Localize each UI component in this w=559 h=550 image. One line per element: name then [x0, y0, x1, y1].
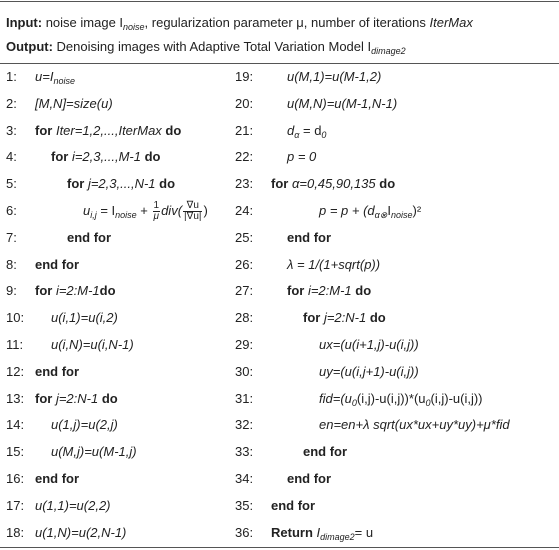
line-code — [51, 332, 134, 358]
code-text: ) — [203, 203, 208, 218]
subscript: i,j — [90, 210, 97, 220]
keyword: end for — [35, 471, 80, 486]
keyword: end for — [271, 497, 316, 513]
code-text: i=2:M-1 — [307, 283, 356, 299]
keyword: do — [144, 149, 161, 165]
line-code — [83, 198, 208, 228]
keyword: do — [159, 176, 176, 192]
keyword: end for — [67, 229, 112, 245]
subscript: noise — [53, 76, 75, 86]
subscript: α⊗ — [374, 210, 388, 220]
code-text: I — [387, 203, 391, 218]
code-text: )² — [412, 203, 422, 218]
line-code — [51, 412, 118, 438]
line-code — [319, 198, 421, 228]
code-text: u(1,j)=u(2,j) — [51, 417, 118, 433]
line-code — [319, 359, 419, 385]
fraction-numerator: 1 — [153, 200, 160, 212]
code-text: p = 0 — [287, 149, 317, 165]
line-code — [67, 225, 111, 251]
fraction-numerator: ∇u — [183, 201, 202, 212]
line-number: 17: — [6, 497, 25, 513]
line-number: 36: — [235, 524, 254, 540]
code-text: (i,j)-u(i,j)) — [430, 390, 483, 406]
line-code — [287, 225, 331, 251]
line-number: 32: — [235, 417, 254, 433]
line-number: 35: — [235, 497, 254, 513]
line-number: 20: — [235, 95, 254, 111]
line-number: 24: — [235, 203, 254, 218]
subscript: 0 — [321, 129, 327, 140]
keyword: do — [165, 122, 182, 138]
code-text: + — [136, 203, 152, 218]
line-number: 16: — [6, 471, 25, 486]
line-number: 31: — [235, 390, 254, 406]
line-number: 3: — [6, 122, 17, 138]
code-text: ux=(u(i+1,j)-u(i,j)) — [319, 337, 419, 352]
output-line — [6, 40, 406, 58]
keyword: for — [287, 283, 308, 299]
line-code — [287, 252, 380, 278]
keyword: do — [355, 283, 372, 299]
line-code — [271, 520, 373, 550]
line-number: 12: — [6, 363, 25, 379]
keyword: do — [369, 310, 386, 326]
code-text: p = p + (d — [319, 203, 375, 218]
line-code — [287, 91, 397, 117]
line-code — [319, 386, 483, 416]
line-number: 21: — [235, 122, 254, 138]
line-number: 6: — [6, 203, 17, 218]
subscript: α — [294, 129, 300, 140]
line-number: 1: — [6, 69, 17, 84]
line-code — [319, 412, 510, 438]
input-itermax: IterMax — [429, 15, 473, 30]
line-number: 14: — [6, 417, 25, 433]
code-text: = I — [96, 203, 116, 218]
code-text: (i,j)-u(i,j))*(u — [356, 390, 426, 406]
subscript: dimage2 — [320, 531, 355, 542]
line-code — [35, 493, 111, 519]
input-rest: , regularization parameter μ, number of iterations — [144, 15, 430, 30]
line-code — [35, 64, 75, 94]
code-text: u(i,N)=u(i,N-1) — [51, 337, 134, 352]
line-number: 11: — [6, 337, 24, 352]
code-text: u(M,j)=u(M-1,j) — [51, 444, 137, 460]
code-text: u — [83, 203, 91, 218]
input-line — [6, 16, 473, 34]
code-text: j=2:N-1 — [323, 310, 370, 326]
top-rule — [0, 1, 559, 2]
line-number: 26: — [235, 256, 254, 272]
line-code — [35, 466, 79, 492]
line-code — [35, 520, 126, 546]
output-label: Output: — [6, 39, 53, 54]
code-text: = u — [354, 524, 374, 540]
code-text: α=0,45,90,135 — [291, 176, 380, 192]
keyword: end for — [287, 471, 332, 486]
code-text: u(i,1)=u(i,2) — [51, 310, 118, 326]
code-text: Iter=1,2,...,IterMax — [55, 122, 166, 138]
keyword: for — [67, 176, 88, 192]
code-text: div( — [161, 203, 183, 218]
code-text: j=2,3,...,N-1 — [87, 176, 160, 192]
input-sub: noise — [123, 22, 145, 32]
keyword: end for — [35, 363, 80, 379]
line-code — [303, 305, 386, 331]
line-code — [35, 278, 116, 304]
mid-rule — [0, 63, 559, 64]
line-code — [51, 439, 137, 465]
input-label: Input: — [6, 15, 43, 30]
subscript: noise — [115, 210, 137, 220]
line-number: 33: — [235, 444, 254, 460]
keyword: do — [379, 176, 396, 192]
line-number: 22: — [235, 149, 254, 165]
line-code — [287, 278, 371, 304]
keyword: end for — [287, 229, 332, 245]
keyword: do — [99, 283, 116, 299]
keyword: for — [51, 149, 72, 165]
code-text: u=I — [35, 69, 54, 84]
code-text: u(1,1)=u(2,2) — [35, 497, 111, 513]
code-text: i=2:M-1 — [55, 283, 100, 299]
subscript: noise — [390, 210, 413, 220]
line-number: 34: — [235, 471, 254, 486]
keyword: do — [101, 390, 118, 406]
code-text: [M,N]=size(u) — [35, 95, 113, 111]
code-text: u(1,N)=u(2,N-1) — [35, 524, 127, 540]
line-code — [51, 144, 160, 170]
fraction-denominator: |∇u| — [184, 211, 202, 223]
keyword: for — [35, 390, 56, 406]
code-text: I — [316, 524, 321, 540]
line-code — [271, 493, 315, 519]
output-text: Denoising images with Adaptive Total Variation Model I — [52, 39, 372, 54]
line-number: 5: — [6, 176, 17, 192]
line-code — [287, 64, 381, 90]
keyword: Return — [271, 524, 317, 540]
line-number: 13: — [6, 390, 25, 406]
line-number: 7: — [6, 229, 17, 245]
line-code — [35, 359, 79, 385]
line-code — [319, 332, 419, 358]
line-code — [287, 144, 316, 170]
keyword: for — [35, 122, 56, 138]
output-sub: dimage2 — [371, 46, 406, 56]
line-number: 8: — [6, 256, 17, 272]
line-code — [67, 171, 175, 197]
code-text: j=2:N-1 — [55, 390, 102, 406]
line-number: 15: — [6, 444, 25, 460]
line-code — [35, 118, 181, 144]
code-text: = d — [299, 122, 322, 138]
line-number: 18: — [6, 524, 25, 540]
fraction — [183, 201, 202, 222]
code-text: fid=(u — [319, 390, 352, 406]
input-text: noise image I — [42, 15, 124, 30]
line-number: 30: — [235, 363, 254, 379]
keyword: for — [35, 283, 56, 299]
subscript: 0 — [351, 397, 357, 408]
fraction — [153, 201, 161, 222]
line-code — [35, 91, 113, 117]
line-number: 4: — [6, 149, 17, 165]
line-number: 28: — [235, 310, 254, 326]
line-code — [35, 252, 79, 278]
code-text: uy=(u(i,j+1)-u(i,j)) — [319, 363, 419, 379]
line-code — [303, 439, 347, 465]
line-number: 27: — [235, 283, 254, 299]
code-text: i=2,3,...,M-1 — [71, 149, 145, 165]
keyword: for — [271, 176, 292, 192]
line-code — [271, 171, 395, 197]
code-text: d — [287, 122, 295, 138]
keyword: end for — [303, 444, 348, 460]
line-number: 2: — [6, 95, 17, 111]
line-number: 9: — [6, 283, 17, 299]
code-text: u(M,N)=u(M-1,N-1) — [287, 95, 398, 111]
code-text: en=en+λ sqrt(ux*ux+uy*uy)+μ*fid — [319, 417, 510, 433]
line-code — [51, 305, 118, 331]
keyword: end for — [35, 256, 80, 272]
code-text: λ = 1/(1+sqrt(p)) — [287, 256, 381, 272]
bottom-rule — [0, 547, 559, 548]
line-number: 10: — [6, 310, 25, 326]
line-code — [287, 118, 326, 148]
code-text: u(M,1)=u(M-1,2) — [287, 69, 382, 84]
line-number: 25: — [235, 229, 254, 245]
line-code — [287, 466, 331, 492]
line-number: 19: — [235, 69, 254, 84]
keyword: for — [303, 310, 324, 326]
line-code — [35, 386, 118, 412]
subscript: 0 — [425, 397, 431, 408]
line-number: 23: — [235, 176, 254, 192]
fraction-denominator: μ — [153, 211, 160, 223]
line-number: 29: — [235, 337, 254, 352]
